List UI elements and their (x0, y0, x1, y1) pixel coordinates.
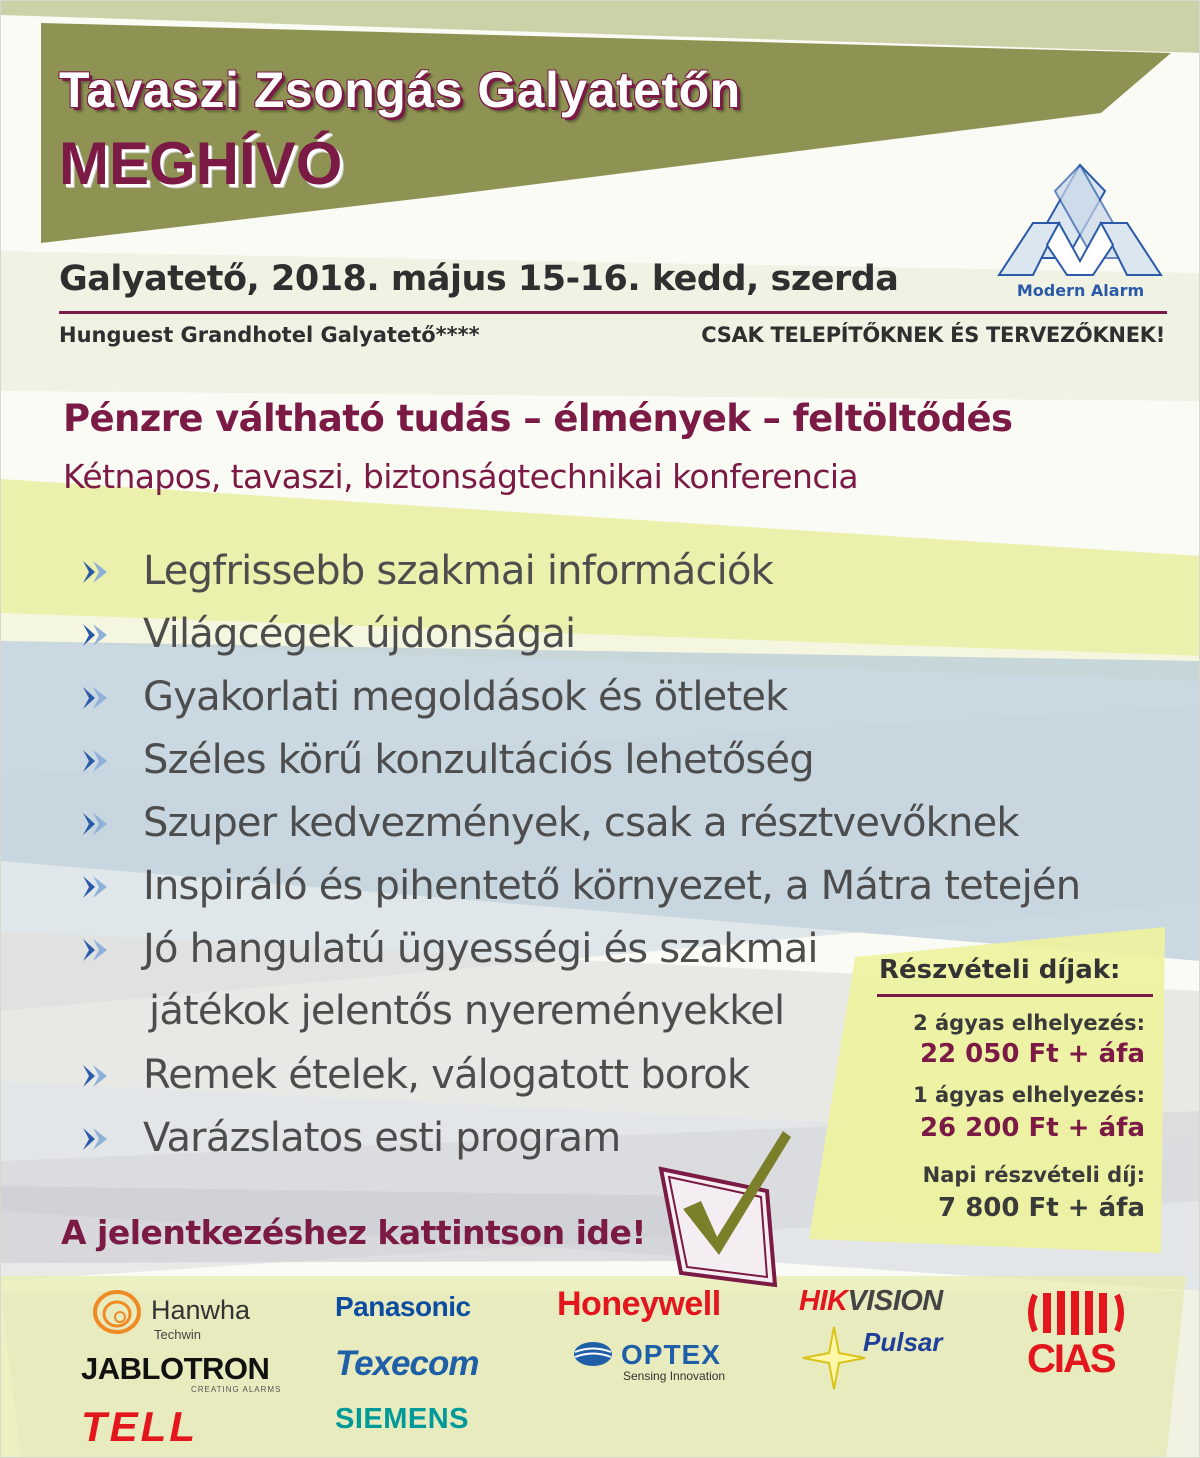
daily-fee-label: Napi részvételi díj: (922, 1163, 1145, 1187)
modern-alarm-logo-icon (993, 163, 1168, 283)
event-venue: Hunguest Grandhotel Galyatető**** (59, 323, 480, 347)
checkbox-check-icon[interactable] (657, 1125, 797, 1295)
subtitle: Kétnapos, tavaszi, biztonságtechnikai konferencia (63, 457, 859, 496)
arrow-bullet-icon (81, 1063, 111, 1089)
prices-title: Részvételi díjak: (879, 955, 1121, 985)
arrow-bullet-icon (81, 937, 111, 963)
hanwha-sub: Techwin (154, 1327, 201, 1342)
prices-divider (877, 994, 1153, 997)
arrow-bullet-icon (81, 622, 111, 648)
hik-part: HIK (799, 1285, 848, 1317)
benefit-text: Gyakorlati megoldások és ötletek (143, 674, 788, 720)
double-room-label: 2 ágyas elhelyezés: (913, 1011, 1145, 1035)
modern-alarm-logo[interactable] (993, 163, 1168, 305)
double-room-price: 22 050 Ft + áfa (919, 1039, 1145, 1069)
cias-logo[interactable]: CIAS (1027, 1337, 1115, 1381)
benefit-text: Széles körű konzultációs lehetőség (143, 737, 814, 783)
single-room-price: 26 200 Ft + áfa (919, 1113, 1145, 1143)
arrow-bullet-icon (81, 874, 111, 900)
optex-sub: Sensing Innovation (623, 1369, 726, 1383)
register-link[interactable]: A jelentkezéshez kattintson ide! (61, 1213, 646, 1252)
event-date: Galyatető, 2018. május 15-16. kedd, szerda (59, 259, 899, 299)
arrow-bullet-icon (81, 811, 111, 837)
arrow-bullet-icon (81, 559, 111, 585)
hanwha-name: Hanwha (151, 1295, 251, 1325)
event-title: Tavaszi Zsongás Galyatetőn (59, 62, 741, 118)
audience-note: CSAK TELEPÍTŐKNEK ÉS TERVEZŐKNEK! (701, 323, 1165, 347)
benefit-text: Jó hangulatú ügyességi és szakmai (143, 926, 818, 972)
tagline: Pénzre váltható tudás – élmények – feltöltődés (63, 397, 1013, 440)
arrow-bullet-icon (81, 685, 111, 711)
benefit-text-continued: játékok jelentős nyereményekkel (149, 988, 785, 1034)
siemens-logo[interactable]: SIEMENS (335, 1403, 470, 1435)
divider (59, 311, 1167, 314)
logo-name: Modern Alarm (1016, 281, 1145, 300)
benefit-text: Varázslatos esti program (143, 1115, 621, 1161)
jablotron-logo[interactable]: JABLOTRON (81, 1351, 270, 1386)
optex-globe-icon (573, 1341, 615, 1367)
pulsar-star-icon (801, 1325, 867, 1391)
honeywell-logo[interactable]: Honeywell (557, 1285, 721, 1323)
benefit-text: Remek ételek, válogatott borok (143, 1052, 750, 1098)
arrow-bullet-icon (81, 748, 111, 774)
invite-heading: MEGHÍVÓ (59, 130, 343, 197)
benefit-text: Szuper kedvezmények, csak a résztvevőknek (143, 800, 1019, 846)
benefit-text: Inspiráló és pihentető környezet, a Mátra tetején (143, 863, 1081, 909)
daily-fee-price: 7 800 Ft + áfa (938, 1193, 1145, 1223)
hikvision-logo[interactable] (799, 1285, 943, 1318)
arrow-bullet-icon (81, 1126, 111, 1152)
single-room-label: 1 ágyas elhelyezés: (913, 1083, 1145, 1107)
jablotron-sub: CREATING ALARMS (191, 1385, 282, 1394)
hanwha-flame-icon (89, 1287, 147, 1337)
vision-part: VISION (847, 1285, 943, 1317)
pulsar-logo[interactable]: Pulsar (863, 1327, 943, 1357)
benefit-text: Világcégek újdonságai (143, 611, 576, 657)
tell-logo[interactable]: TELL (81, 1403, 198, 1450)
optex-logo[interactable] (573, 1341, 615, 1372)
optex-name: OPTEX (621, 1339, 721, 1370)
benefit-text: Legfrissebb szakmai információk (143, 548, 774, 594)
prices-box (809, 919, 1171, 1261)
texecom-logo[interactable]: Texecom (335, 1344, 479, 1383)
hanwha-logo[interactable] (89, 1287, 147, 1342)
cias-signal-icon (1027, 1289, 1127, 1337)
panasonic-logo[interactable]: Panasonic (335, 1291, 471, 1322)
